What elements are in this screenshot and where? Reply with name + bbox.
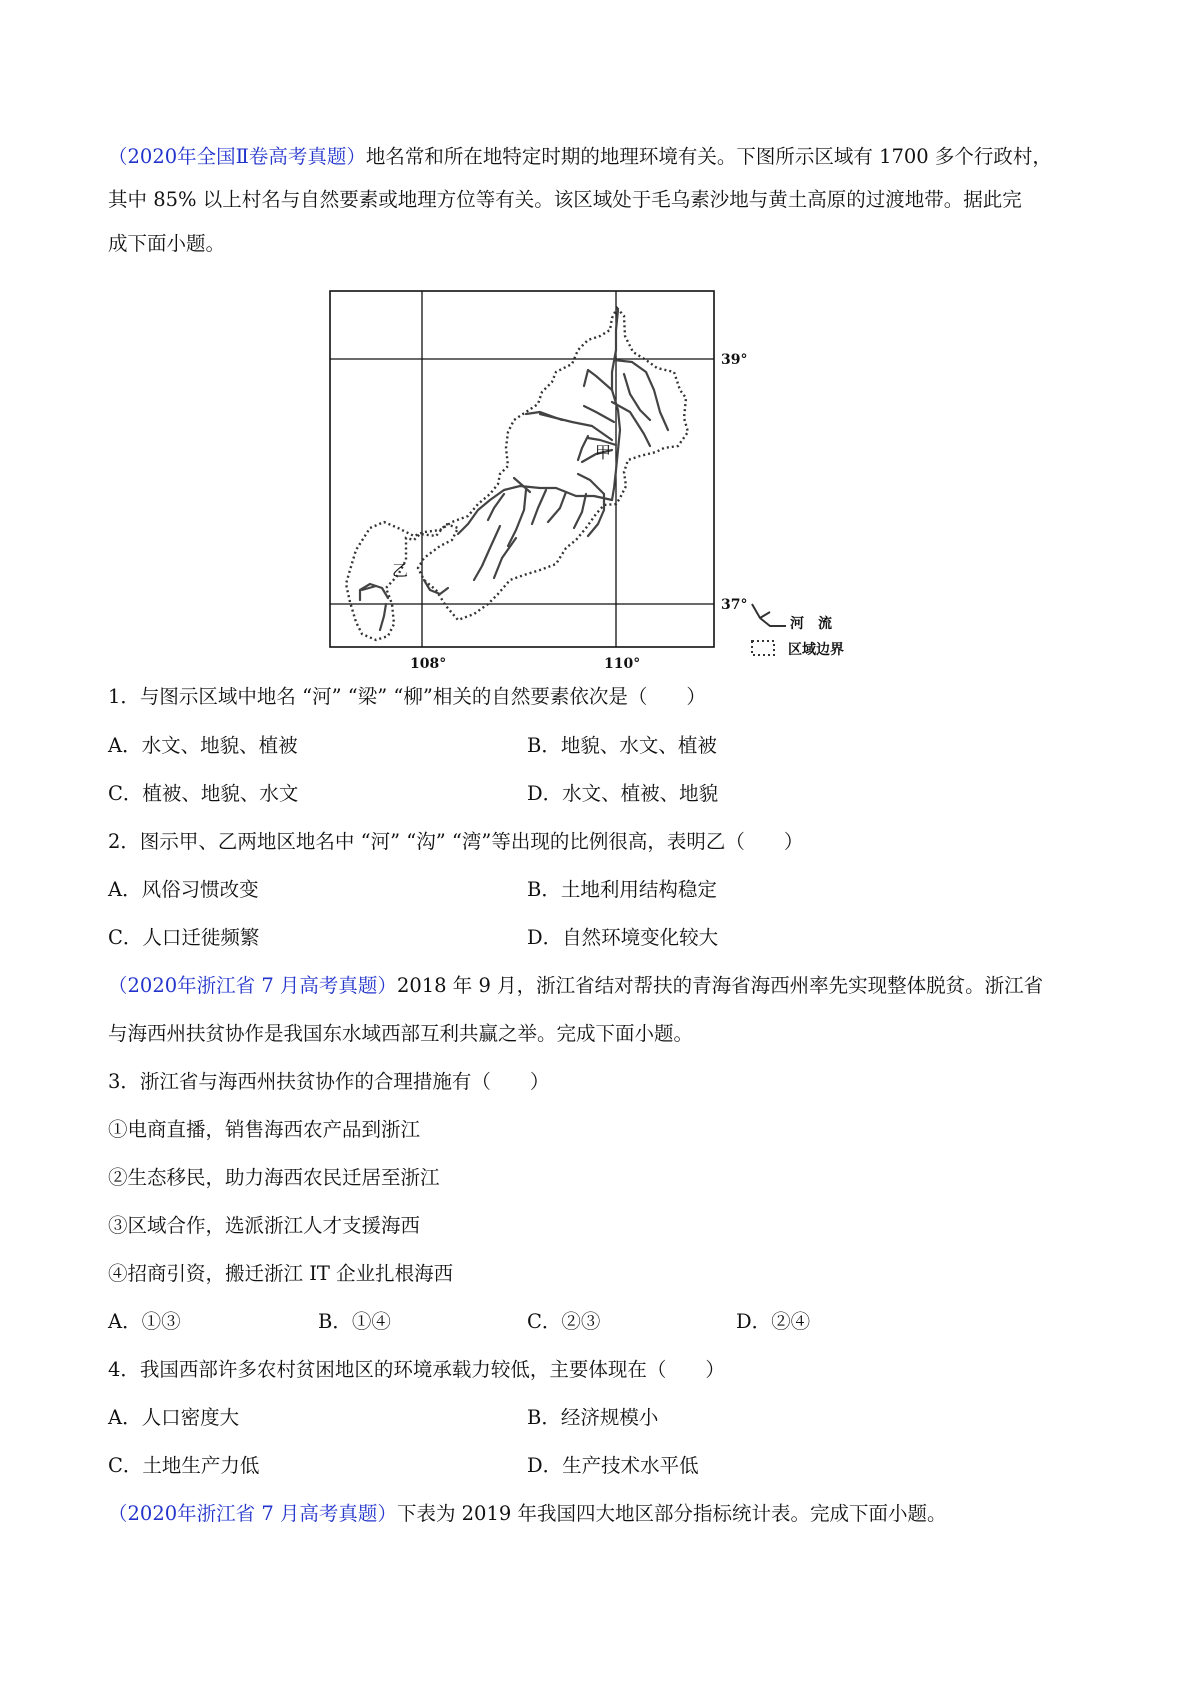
intro-2-text: 2018 年 9 月，浙江省结对帮扶的青海省海西州率先实现整体脱贫。浙江省 [396, 974, 1044, 997]
question-3-option-b: B．①④ [318, 1310, 391, 1333]
question-4-option-b: B．经济规模小 [527, 1406, 659, 1429]
source-tag-1: （2020年全国Ⅱ卷高考真题） [108, 145, 366, 168]
intro-2-line-1 [108, 973, 1043, 999]
river-legend-icon [752, 604, 786, 626]
question-2-option-a: A．风俗习惯改变 [108, 878, 259, 901]
intro-3-text: 下表为 2019 年我国四大地区部分指标统计表。完成下面小题。 [396, 1502, 947, 1525]
intro-1-text: 地名常和所在地特定时期的地理环境有关。下图所示区域有 1700 多个行政村， [365, 145, 1052, 168]
question-1-option-c: C．植被、地貌、水文 [108, 782, 299, 805]
legend-river-label: 河 流 [790, 616, 832, 632]
question-4-option-c: C．土地生产力低 [108, 1454, 260, 1477]
latitude-label-39: 39° [721, 352, 748, 368]
question-3-option-c: C．②③ [527, 1310, 601, 1333]
question-3-item-1: ①电商直播，销售海西农产品到浙江 [108, 1118, 421, 1141]
question-3-item-2: ②生态移民，助力海西农民迁居至浙江 [108, 1166, 440, 1189]
map-legend [752, 604, 844, 658]
place-label-yi: 乙 [392, 561, 409, 580]
question-3-stem: 3．浙江省与海西州扶贫协作的合理措施有（ ） [108, 1070, 550, 1093]
question-2-option-b: B．土地利用结构稳定 [527, 878, 717, 901]
region-boundary [346, 308, 688, 640]
question-1-option-a: A．水文、地貌、植被 [108, 734, 298, 757]
question-1-stem: 1．与图示区域中地名 “河” “梁” “柳”相关的自然要素依次是（ ） [108, 685, 706, 708]
intro-1-line-2: 其中 85% 以上村名与自然要素或地理方位等有关。该区域处于毛乌素沙地与黄土高原的过渡地带。据此完 [108, 188, 1022, 211]
source-tag-2: （2020年浙江省 7 月高考真题） [108, 974, 397, 997]
question-3-option-a: A．①③ [108, 1310, 181, 1333]
rivers [360, 310, 668, 630]
question-1-option-b: B．地貌、水文、植被 [527, 734, 717, 757]
region-map [0, 0, 1191, 680]
question-1-option-d: D．水文、植被、地貌 [527, 782, 719, 805]
intro-1-line-3: 成下面小题。 [108, 232, 226, 255]
legend-boundary-label: 区域边界 [788, 642, 844, 658]
intro-2-line-2: 与海西州扶贫协作是我国东水域西部互利共赢之举。完成下面小题。 [108, 1022, 694, 1045]
question-3-item-3: ③区域合作，选派浙江人才支援海西 [108, 1214, 421, 1237]
intro-3-line [108, 1501, 946, 1527]
question-3-option-d: D．②④ [736, 1310, 811, 1333]
question-4-option-d: D．生产技术水平低 [527, 1454, 699, 1477]
longitude-label-110: 110° [604, 656, 641, 672]
latitude-label-37: 37° [721, 597, 748, 613]
place-label-jia: 甲 [595, 443, 612, 462]
question-2-option-c: C．人口迁徙频繁 [108, 926, 260, 949]
map-frame [330, 291, 714, 647]
longitude-label-108: 108° [410, 656, 447, 672]
question-2-option-d: D．自然环境变化较大 [527, 926, 719, 949]
boundary-legend-icon [752, 641, 774, 655]
question-4-stem: 4．我国西部许多农村贫困地区的环境承载力较低，主要体现在（ ） [108, 1358, 725, 1381]
question-3-item-4: ④招商引资，搬迁浙江 IT 企业扎根海西 [108, 1262, 454, 1285]
question-2-stem: 2．图示甲、乙两地区地名中 “河” “沟” “湾”等出现的比例很高，表明乙（ ） [108, 830, 804, 853]
question-4-option-a: A．人口密度大 [108, 1406, 240, 1429]
source-tag-3: （2020年浙江省 7 月高考真题） [108, 1502, 397, 1525]
